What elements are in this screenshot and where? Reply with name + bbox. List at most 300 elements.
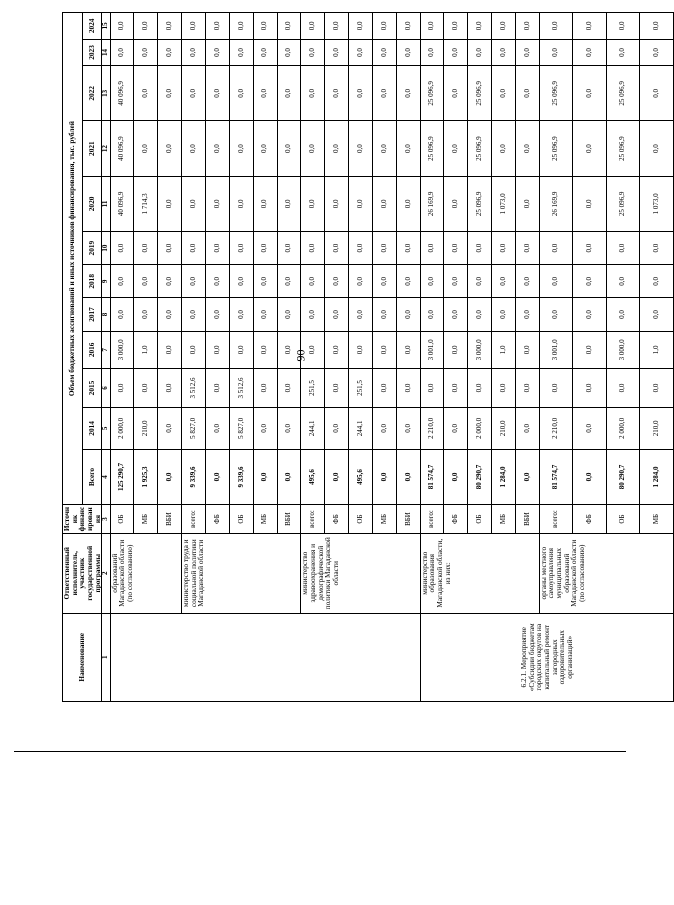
amount-cell: 0,0 bbox=[573, 298, 607, 331]
amount-cell: 0,0 bbox=[444, 176, 468, 231]
amount-cell: 0,0 bbox=[515, 331, 539, 369]
total-cell: 0,0 bbox=[515, 449, 539, 504]
amount-cell: 0,0 bbox=[301, 232, 325, 265]
amount-cell: 0,0 bbox=[253, 176, 277, 231]
amount-cell: 0,0 bbox=[277, 66, 301, 121]
amount-cell: 0,0 bbox=[372, 176, 396, 231]
amount-cell: 210,0 bbox=[492, 407, 516, 449]
amount-cell: 0,0 bbox=[301, 39, 325, 66]
amount-cell: 3 000,0 bbox=[468, 331, 492, 369]
amount-cell: 0,0 bbox=[492, 298, 516, 331]
executor-cell: министерство образования Магаданской области, из них: bbox=[420, 533, 539, 613]
amount-cell: 26 169,9 bbox=[420, 176, 444, 231]
amount-cell: 0,0 bbox=[182, 13, 206, 40]
header-source: Источник финансирования bbox=[63, 505, 102, 534]
budget-table bbox=[62, 12, 674, 702]
total-cell: 0,0 bbox=[573, 449, 607, 504]
source-cell: ВБИ bbox=[277, 505, 301, 534]
amount-cell: 0,0 bbox=[182, 39, 206, 66]
amount-cell: 0,0 bbox=[253, 66, 277, 121]
amount-cell: 0,0 bbox=[158, 13, 182, 40]
amount-cell: 0,0 bbox=[444, 121, 468, 176]
amount-cell: 2 210,0 bbox=[539, 407, 573, 449]
total-cell: 1 284,0 bbox=[492, 449, 516, 504]
amount-cell: 0,0 bbox=[158, 265, 182, 298]
amount-cell: 0,0 bbox=[134, 232, 158, 265]
amount-cell: 0,0 bbox=[158, 66, 182, 121]
header-year: 2023 bbox=[82, 39, 102, 66]
amount-cell: 1 714,3 bbox=[134, 176, 158, 231]
amount-cell: 0,0 bbox=[182, 176, 206, 231]
amount-cell: 0,0 bbox=[515, 39, 539, 66]
column-number: 3 bbox=[102, 505, 110, 534]
header-name: Наименование bbox=[63, 613, 102, 701]
amount-cell: 0,0 bbox=[372, 39, 396, 66]
amount-cell: 25 096,9 bbox=[468, 121, 492, 176]
amount-cell: 0,0 bbox=[372, 121, 396, 176]
amount-cell: 0,0 bbox=[110, 13, 134, 40]
amount-cell: 0,0 bbox=[396, 265, 420, 298]
amount-cell: 0,0 bbox=[301, 121, 325, 176]
amount-cell: 0,0 bbox=[420, 39, 444, 66]
source-cell: ФБ bbox=[444, 505, 468, 534]
column-number: 6 bbox=[102, 369, 110, 408]
amount-cell: 0,0 bbox=[573, 121, 607, 176]
amount-cell: 0,0 bbox=[301, 298, 325, 331]
column-number-row bbox=[102, 13, 110, 702]
amount-cell: 0,0 bbox=[229, 331, 253, 369]
total-cell: 0,0 bbox=[396, 449, 420, 504]
amount-cell: 0,0 bbox=[206, 369, 230, 408]
amount-cell: 0,0 bbox=[606, 13, 640, 40]
amount-cell: 0,0 bbox=[468, 13, 492, 40]
amount-cell: 0,0 bbox=[229, 176, 253, 231]
amount-cell: 26 169,9 bbox=[539, 176, 573, 231]
amount-cell: 0,0 bbox=[229, 121, 253, 176]
amount-cell: 0,0 bbox=[253, 265, 277, 298]
amount-cell: 25 096,9 bbox=[606, 176, 640, 231]
source-cell: ФБ bbox=[206, 505, 230, 534]
amount-cell: 0,0 bbox=[158, 232, 182, 265]
column-number: 11 bbox=[102, 176, 110, 231]
amount-cell: 3 512,6 bbox=[182, 369, 206, 408]
budget-table-frame bbox=[62, 12, 661, 702]
amount-cell: 0,0 bbox=[110, 298, 134, 331]
amount-cell: 0,0 bbox=[349, 298, 373, 331]
source-cell: МБ bbox=[253, 505, 277, 534]
amount-cell: 0,0 bbox=[325, 13, 349, 40]
amount-cell: 0,0 bbox=[444, 232, 468, 265]
column-number: 8 bbox=[102, 298, 110, 331]
amount-cell: 0,0 bbox=[301, 13, 325, 40]
amount-cell: 0,0 bbox=[444, 13, 468, 40]
amount-cell: 1,0 bbox=[134, 331, 158, 369]
activity-name: 6.2.1. Мероприятие «Субсидии бюджетам городских округов на капитальный ремонт загородных оздоровительных организаций» bbox=[420, 613, 673, 701]
amount-cell: 0,0 bbox=[396, 232, 420, 265]
header-year: 2019 bbox=[82, 232, 102, 265]
source-cell: МБ bbox=[492, 505, 516, 534]
total-cell: 0,0 bbox=[444, 449, 468, 504]
column-number: 12 bbox=[102, 121, 110, 176]
table-row bbox=[539, 13, 573, 702]
amount-cell: 0,0 bbox=[229, 232, 253, 265]
amount-cell: 0,0 bbox=[229, 13, 253, 40]
amount-cell: 0,0 bbox=[182, 331, 206, 369]
amount-cell: 0,0 bbox=[539, 13, 573, 40]
table-row bbox=[110, 13, 134, 702]
amount-cell: 0,0 bbox=[277, 298, 301, 331]
amount-cell: 0,0 bbox=[277, 265, 301, 298]
amount-cell: 0,0 bbox=[468, 369, 492, 408]
total-cell: 0,0 bbox=[158, 449, 182, 504]
amount-cell: 0,0 bbox=[301, 265, 325, 298]
amount-cell: 0,0 bbox=[515, 369, 539, 408]
amount-cell: 0,0 bbox=[253, 13, 277, 40]
source-cell: ВБИ bbox=[396, 505, 420, 534]
amount-cell: 0,0 bbox=[325, 66, 349, 121]
table-row bbox=[301, 13, 325, 702]
total-cell: 81 574,7 bbox=[420, 449, 444, 504]
amount-cell: 0,0 bbox=[396, 176, 420, 231]
header-year: 2016 bbox=[82, 331, 102, 369]
total-cell: 81 574,7 bbox=[539, 449, 573, 504]
amount-cell: 0,0 bbox=[492, 265, 516, 298]
amount-cell: 0,0 bbox=[396, 298, 420, 331]
amount-cell: 25 096,9 bbox=[468, 66, 492, 121]
amount-cell: 40 096,9 bbox=[110, 176, 134, 231]
amount-cell: 0,0 bbox=[349, 13, 373, 40]
header-year: 2017 bbox=[82, 298, 102, 331]
amount-cell: 0,0 bbox=[301, 176, 325, 231]
amount-cell: 0,0 bbox=[325, 369, 349, 408]
amount-cell: 25 096,9 bbox=[468, 176, 492, 231]
amount-cell: 1,0 bbox=[492, 331, 516, 369]
amount-cell: 0,0 bbox=[206, 176, 230, 231]
amount-cell: 0,0 bbox=[134, 121, 158, 176]
amount-cell: 0,0 bbox=[349, 39, 373, 66]
amount-cell: 25 096,9 bbox=[539, 121, 573, 176]
amount-cell: 0,0 bbox=[325, 331, 349, 369]
amount-cell: 0,0 bbox=[468, 39, 492, 66]
amount-cell: 0,0 bbox=[206, 66, 230, 121]
amount-cell: 0,0 bbox=[253, 407, 277, 449]
amount-cell: 0,0 bbox=[325, 298, 349, 331]
column-number: 4 bbox=[102, 449, 110, 504]
amount-cell: 0,0 bbox=[134, 298, 158, 331]
amount-cell: 0,0 bbox=[515, 407, 539, 449]
amount-cell: 0,0 bbox=[158, 369, 182, 408]
column-number: 7 bbox=[102, 331, 110, 369]
amount-cell: 0,0 bbox=[515, 13, 539, 40]
amount-cell: 0,0 bbox=[640, 66, 674, 121]
amount-cell: 0,0 bbox=[182, 232, 206, 265]
column-number: 2 bbox=[102, 533, 110, 613]
column-number: 9 bbox=[102, 265, 110, 298]
amount-cell: 2 210,0 bbox=[420, 407, 444, 449]
amount-cell: 0,0 bbox=[444, 39, 468, 66]
amount-cell: 210,0 bbox=[640, 407, 674, 449]
amount-cell: 0,0 bbox=[640, 13, 674, 40]
amount-cell: 0,0 bbox=[468, 298, 492, 331]
amount-cell: 0,0 bbox=[539, 232, 573, 265]
amount-cell: 0,0 bbox=[110, 265, 134, 298]
amount-cell: 0,0 bbox=[515, 265, 539, 298]
amount-cell: 0,0 bbox=[206, 232, 230, 265]
amount-cell: 0,0 bbox=[396, 66, 420, 121]
table-row bbox=[182, 13, 206, 702]
column-number: 1 bbox=[102, 613, 110, 701]
amount-cell: 0,0 bbox=[640, 232, 674, 265]
amount-cell: 1 073,0 bbox=[640, 176, 674, 231]
source-cell: всего: bbox=[420, 505, 444, 534]
executor-cell: министерство здравоохранения и демографической политики Магаданской области bbox=[301, 533, 420, 613]
amount-cell: 3 512,6 bbox=[229, 369, 253, 408]
amount-cell: 0,0 bbox=[182, 265, 206, 298]
header-amounts: Объем бюджетных ассигнований и иных источников финансирования, тыс. рублей bbox=[63, 13, 83, 505]
table-row bbox=[420, 13, 444, 702]
amount-cell: 0,0 bbox=[134, 66, 158, 121]
total-cell: 1 925,3 bbox=[134, 449, 158, 504]
total-cell: 495,6 bbox=[301, 449, 325, 504]
source-cell: всего: bbox=[301, 505, 325, 534]
amount-cell: 0,0 bbox=[573, 265, 607, 298]
amount-cell: 0,0 bbox=[206, 298, 230, 331]
amount-cell: 0,0 bbox=[468, 232, 492, 265]
total-cell: 0,0 bbox=[206, 449, 230, 504]
amount-cell: 0,0 bbox=[372, 232, 396, 265]
source-cell: МБ bbox=[372, 505, 396, 534]
source-cell: ОБ bbox=[110, 505, 134, 534]
amount-cell: 0,0 bbox=[515, 298, 539, 331]
amount-cell: 0,0 bbox=[277, 13, 301, 40]
amount-cell: 0,0 bbox=[515, 176, 539, 231]
amount-cell: 0,0 bbox=[420, 298, 444, 331]
amount-cell: 0,0 bbox=[349, 265, 373, 298]
total-cell: 80 290,7 bbox=[606, 449, 640, 504]
amount-cell: 0,0 bbox=[492, 39, 516, 66]
amount-cell: 0,0 bbox=[229, 265, 253, 298]
amount-cell: 0,0 bbox=[492, 66, 516, 121]
executor-cell: министерство труда и социальной политики Магаданской области bbox=[182, 533, 301, 613]
amount-cell: 0,0 bbox=[444, 66, 468, 121]
amount-cell: 0,0 bbox=[372, 298, 396, 331]
header-year: 2014 bbox=[82, 407, 102, 449]
total-cell: 495,6 bbox=[349, 449, 373, 504]
amount-cell: 0,0 bbox=[277, 121, 301, 176]
amount-cell: 0,0 bbox=[349, 232, 373, 265]
total-cell: 0,0 bbox=[325, 449, 349, 504]
source-cell: ВБИ bbox=[515, 505, 539, 534]
amount-cell: 5 827,0 bbox=[182, 407, 206, 449]
amount-cell: 0,0 bbox=[277, 176, 301, 231]
amount-cell: 0,0 bbox=[182, 298, 206, 331]
amount-cell: 0,0 bbox=[573, 331, 607, 369]
column-number: 14 bbox=[102, 39, 110, 66]
amount-cell: 0,0 bbox=[606, 298, 640, 331]
amount-cell: 0,0 bbox=[396, 13, 420, 40]
amount-cell: 0,0 bbox=[110, 232, 134, 265]
amount-cell: 0,0 bbox=[349, 66, 373, 121]
amount-cell: 0,0 bbox=[206, 407, 230, 449]
amount-cell: 0,0 bbox=[158, 39, 182, 66]
amount-cell: 0,0 bbox=[444, 407, 468, 449]
amount-cell: 0,0 bbox=[110, 369, 134, 408]
amount-cell: 0,0 bbox=[253, 232, 277, 265]
amount-cell: 0,0 bbox=[206, 13, 230, 40]
header-year: 2024 bbox=[82, 13, 102, 40]
amount-cell: 0,0 bbox=[110, 39, 134, 66]
column-number: 13 bbox=[102, 66, 110, 121]
amount-cell: 0,0 bbox=[325, 39, 349, 66]
amount-cell: 2 000,0 bbox=[606, 407, 640, 449]
header-year: 2022 bbox=[82, 66, 102, 121]
total-cell: 125 290,7 bbox=[110, 449, 134, 504]
amount-cell: 0,0 bbox=[492, 369, 516, 408]
amount-cell: 0,0 bbox=[158, 331, 182, 369]
total-cell: 1 284,0 bbox=[640, 449, 674, 504]
amount-cell: 0,0 bbox=[372, 13, 396, 40]
amount-cell: 0,0 bbox=[301, 66, 325, 121]
source-cell: всего: bbox=[539, 505, 573, 534]
amount-cell: 0,0 bbox=[277, 232, 301, 265]
page-number: 90 bbox=[293, 349, 308, 362]
amount-cell: 210,0 bbox=[134, 407, 158, 449]
amount-cell: 25 096,9 bbox=[539, 66, 573, 121]
amount-cell: 0,0 bbox=[573, 232, 607, 265]
amount-cell: 0,0 bbox=[277, 39, 301, 66]
amount-cell: 1,0 bbox=[640, 331, 674, 369]
amount-cell: 0,0 bbox=[492, 13, 516, 40]
amount-cell: 0,0 bbox=[539, 369, 573, 408]
amount-cell: 0,0 bbox=[539, 265, 573, 298]
amount-cell: 0,0 bbox=[277, 407, 301, 449]
amount-cell: 40 096,9 bbox=[110, 121, 134, 176]
source-cell: ОБ bbox=[349, 505, 373, 534]
amount-cell: 0,0 bbox=[158, 121, 182, 176]
amount-cell: 0,0 bbox=[229, 39, 253, 66]
amount-cell: 3 000,0 bbox=[606, 331, 640, 369]
amount-cell: 0,0 bbox=[515, 66, 539, 121]
column-number: 15 bbox=[102, 13, 110, 40]
source-cell: МБ bbox=[134, 505, 158, 534]
amount-cell: 0,0 bbox=[372, 265, 396, 298]
executor-cell: образований Магаданской области (по согласованию) bbox=[110, 533, 182, 613]
amount-cell: 25 096,9 bbox=[606, 66, 640, 121]
amount-cell: 0,0 bbox=[606, 265, 640, 298]
amount-cell: 0,0 bbox=[396, 407, 420, 449]
amount-cell: 0,0 bbox=[515, 232, 539, 265]
source-cell: ФБ bbox=[325, 505, 349, 534]
amount-cell: 0,0 bbox=[606, 369, 640, 408]
amount-cell: 0,0 bbox=[372, 331, 396, 369]
amount-cell: 0,0 bbox=[182, 121, 206, 176]
amount-cell: 0,0 bbox=[301, 331, 325, 369]
amount-cell: 0,0 bbox=[134, 265, 158, 298]
amount-cell: 0,0 bbox=[420, 232, 444, 265]
amount-cell: 0,0 bbox=[573, 39, 607, 66]
source-cell: ФБ bbox=[573, 505, 607, 534]
amount-cell: 0,0 bbox=[420, 13, 444, 40]
amount-cell: 0,0 bbox=[325, 265, 349, 298]
amount-cell: 25 096,9 bbox=[420, 121, 444, 176]
amount-cell: 0,0 bbox=[134, 369, 158, 408]
amount-cell: 0,0 bbox=[206, 121, 230, 176]
amount-cell: 0,0 bbox=[640, 39, 674, 66]
amount-cell: 0,0 bbox=[182, 66, 206, 121]
amount-cell: 0,0 bbox=[573, 369, 607, 408]
column-number: 5 bbox=[102, 407, 110, 449]
amount-cell: 3 000,0 bbox=[110, 331, 134, 369]
amount-cell: 0,0 bbox=[396, 331, 420, 369]
amount-cell: 0,0 bbox=[253, 298, 277, 331]
amount-cell: 0,0 bbox=[158, 298, 182, 331]
amount-cell: 0,0 bbox=[206, 39, 230, 66]
amount-cell: 0,0 bbox=[229, 298, 253, 331]
amount-cell: 0,0 bbox=[396, 39, 420, 66]
amount-cell: 0,0 bbox=[606, 39, 640, 66]
amount-cell: 0,0 bbox=[372, 66, 396, 121]
amount-cell: 2 000,0 bbox=[110, 407, 134, 449]
amount-cell: 0,0 bbox=[253, 39, 277, 66]
amount-cell: 0,0 bbox=[492, 121, 516, 176]
amount-cell: 0,0 bbox=[349, 176, 373, 231]
amount-cell: 244,1 bbox=[349, 407, 373, 449]
amount-cell: 0,0 bbox=[349, 121, 373, 176]
amount-cell: 0,0 bbox=[325, 121, 349, 176]
amount-cell: 0,0 bbox=[444, 369, 468, 408]
amount-cell: 0,0 bbox=[573, 13, 607, 40]
total-cell: 80 290,7 bbox=[468, 449, 492, 504]
header-year: 2020 bbox=[82, 176, 102, 231]
amount-cell: 244,1 bbox=[301, 407, 325, 449]
amount-cell: 0,0 bbox=[444, 331, 468, 369]
amount-cell: 0,0 bbox=[539, 298, 573, 331]
source-cell: МБ bbox=[640, 505, 674, 534]
amount-cell: 3 001,0 bbox=[539, 331, 573, 369]
source-cell: ОБ bbox=[229, 505, 253, 534]
amount-cell: 0,0 bbox=[158, 176, 182, 231]
amount-cell: 0,0 bbox=[253, 331, 277, 369]
amount-cell: 25 096,9 bbox=[420, 66, 444, 121]
amount-cell: 0,0 bbox=[396, 369, 420, 408]
amount-cell: 5 827,0 bbox=[229, 407, 253, 449]
amount-cell: 0,0 bbox=[640, 121, 674, 176]
column-number: 10 bbox=[102, 232, 110, 265]
total-cell: 0,0 bbox=[277, 449, 301, 504]
header-year: 2015 bbox=[82, 369, 102, 408]
amount-cell: 0,0 bbox=[158, 407, 182, 449]
amount-cell: 25 096,9 bbox=[606, 121, 640, 176]
header-year: 2018 bbox=[82, 265, 102, 298]
amount-cell: 0,0 bbox=[640, 298, 674, 331]
amount-cell: 0,0 bbox=[277, 331, 301, 369]
amount-cell: 0,0 bbox=[229, 66, 253, 121]
amount-cell: 0,0 bbox=[573, 407, 607, 449]
amount-cell: 0,0 bbox=[468, 265, 492, 298]
amount-cell: 0,0 bbox=[396, 121, 420, 176]
amount-cell: 0,0 bbox=[206, 331, 230, 369]
amount-cell: 0,0 bbox=[253, 369, 277, 408]
total-cell: 0,0 bbox=[253, 449, 277, 504]
amount-cell: 0,0 bbox=[206, 265, 230, 298]
amount-cell: 0,0 bbox=[325, 176, 349, 231]
footer-rule bbox=[14, 751, 626, 752]
amount-cell: 0,0 bbox=[515, 121, 539, 176]
amount-cell: 0,0 bbox=[606, 232, 640, 265]
amount-cell: 0,0 bbox=[420, 265, 444, 298]
amount-cell: 0,0 bbox=[444, 265, 468, 298]
name-cell bbox=[110, 613, 420, 701]
